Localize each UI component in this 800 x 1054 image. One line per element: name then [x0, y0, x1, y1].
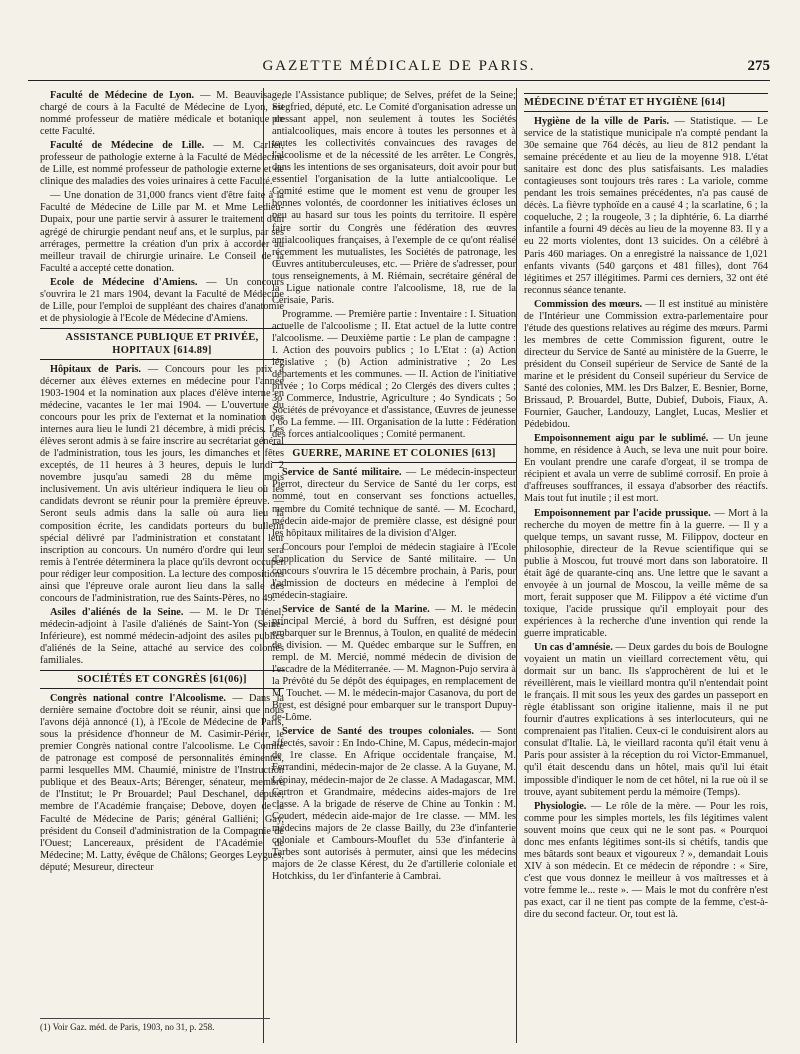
- column-right: [524, 90, 768, 1045]
- footnote: (1) Voir Gaz. méd. de Paris, 1903, no 31, p. 258.: [40, 1018, 270, 1032]
- article-text: Programme. — Première partie : Inventaire : I. Situation actuelle de l'alcoolisme ; II. Etat actuel de la lutte contre l'alcoolisme. — Deuxième partie : Le plan de campagne : I. Action des pouvoirs publics ; 1o L'Etat : (a) Action législative ; (b) Action administrative ; 2o Les départements et les communes. — II. Action de l'initiative privée ; 1o Corps médical ; 2o Clergés des divers cultes ; 3o Commerce, Industrie, Agriculture ; 4o Syndicats ; 5o Sociétés de prévoyance et d'assistance, Œuvres de jeunesse ; 6o La femme. — III. Organisation de la lutte : Fédération des forces antialcooliques ; Comité permanent.: [272, 308, 516, 441]
- article-lead: Empoisonnement par l'acide prussique.: [534, 507, 711, 519]
- article-paragraph: [524, 299, 768, 432]
- article-lead: Service de Santé militaire.: [282, 467, 402, 479]
- article-text: — Un jeune homme, en résidence à Auch, se leva une nuit pour boire. En voulant prendre une carafe d'orgeat, il se trompa de récipient et avala un verre de sublimé corrosif. En proie à d'affreuses souffrances, il essaya d'absorber des réactifs. Mais tout fut inutile ; il est mort.: [524, 433, 768, 505]
- article-lead: Hygiène de la ville de Paris.: [534, 116, 670, 127]
- article-text: — Statistique. — Le service de la statistique municipale n'a compté pendant la 30e semaine que 764 décès, au lieu de 812 pendant la semaine précédente et au lieu de la moyenne 918. L'état sanitaire est donc des plus satisfaisants. Les maladies contagieuses sont toujours très rares : La variole, comme pendant les trois semaines précédentes, n'a pas causé de décès. La fièvre typhoïde en a causé 4 ; la scarlatine, 6 ; la coqueluche, 2 ; la rougeole, 3 ; la diphtérie, 6. La diarrhé infantile a fourni 49 décès au lieu de la moyenne 83. Il y a eu 22 morts violentes, dont 13 suicides. On a célébré à Paris 460 mariages. On a enregistré la naissance de 1,021 enfants vivants (540 garçons et 481 filles), dont 764 légitimes et 257 illégitimes. Parmi ces derniers, 32 ont été reconnus séance tenante.: [524, 116, 768, 296]
- article-paragraph: [40, 140, 284, 188]
- column-middle: [272, 90, 516, 1045]
- article-text: — Il est institué au ministère de l'Intérieur une Commission extra-parlementaire pour l'étude des questions relatives au régime des mœurs. Parmi les membres de cette Commission figurent, outre le directeur du Service de Santé au ministère de la Guerre, le président du Conseil supérieur de Service de Santé de la marine et le président du Conseil supérieur du Service de Santé des colonies, MM. les Drs Balzer, E. Besnier, Borne, Brissaud, P. Brouardel, Butte, Dubief, Dubois, Fiaux, A. Fournier, Gaucher, Landouzy, Langlet, Lucas, Meslier et Pédebidou.: [524, 298, 768, 431]
- article-lead: Service de Santé des troupes coloniales.: [282, 726, 474, 738]
- article-paragraph: [272, 604, 516, 724]
- article-paragraph: [524, 433, 768, 505]
- article-paragraph: [524, 116, 768, 297]
- article-text: — Concours pour les prix à décerner aux élèves externes en médecine pour l'année 1903-1904 et la nomination aux places d'élève interne en médecine, vacantes le 1er mai 1904. — L'ouverture du concours pour les prix de l'externat et la nomination des internes aura lieu le lundi 21 décembre, à midi précis. Les élèves seront admis à se faire inscrire au secrétariat général de l'administration, tous les jours, les dimanches et fêtes exceptés, de 11 heures à 3 heures, depuis le lundi 2 novembre jusqu'au samedi 28 du même mois inclusivement. Un avis ultérieur indiquera le lieu où les candidats devront se réunir pour la première épreuve. — Seront seuls admis dans la salle où aura lieu la composition écrite, les candidats porteurs du bulletin spécial délivré par l'administration et constatant leur inscription au concours. Un numéro d'ordre qui leur sera remis à l'entrée déterminera la place qu'ils devront occuper pour rédiger leur composition. La lecture des compositions ainsi que l'épreuve orale auront lieu dans la salle des concours de l'administration, rue des Saints-Pères, no 49.: [40, 363, 284, 604]
- article-paragraph: [40, 190, 284, 274]
- article-lead: Asiles d'aliénés de la Seine.: [50, 606, 184, 618]
- section-heading: MÉDECINE D'ÉTAT ET HYGIÈNE [614]: [524, 93, 768, 112]
- article-lead: Congrès national contre l'Alcoolisme.: [50, 693, 226, 705]
- article-lead: Faculté de Médecine de Lyon.: [50, 90, 195, 101]
- article-text: — Une donation de 31,000 francs vient d'être faite à la Faculté de Médecine de Lille par M. et Mme Ledieu-Dupaix, pour une partie servir à assurer le traitement d'un agrégé de chirurgie pendant neuf ans, et le surplus, par ses arrérages, permettre la création d'un prix à accorder au meilleur travail de chirurgie urinaire. Le Conseil de la Faculté a accepté cette donation.: [40, 190, 284, 274]
- article-paragraph: [272, 90, 516, 307]
- article-text: — Le médecin-inspecteur Pierrot, directeur du Service de Santé du 1er corps, est nommé, tout en conservant ses fonctions actuelles, membre du Comité technique de santé. — M. Ecochard, médecin aide-major de première classe, est désigné pour les hôpitaux militaires de la division d'Alger.: [272, 467, 516, 539]
- section-heading: ASSISTANCE PUBLIQUE ET PRIVÉE, HOPITAUX [614.89]: [40, 328, 284, 360]
- article-paragraph: [272, 726, 516, 883]
- article-paragraph: [40, 693, 284, 874]
- article-lead: Empoisonnement aigu par le sublimé.: [534, 433, 709, 445]
- article-lead: Service de Santé de la Marine.: [282, 603, 430, 615]
- article-text: Concours pour l'emploi de médecin stagiaire à l'Ecole d'application du Service de Santé militaire. — Un concours s'ouvrira le 15 décembre prochain, à Paris, pour l'admission de docteurs en médecine à l'emploi de médecin-stagiaire.: [272, 541, 516, 601]
- column-rule: [516, 88, 517, 1043]
- article-lead: Un cas d'amnésie.: [534, 642, 613, 654]
- article-text: — Un concours s'ouvrira le 21 mars 1904, devant la Faculté de Médecine de Lille, pour l'emploi de suppléant des chaires d'anatomie et de physiologie à l'Ecole de Médecine d'Amiens.: [40, 276, 284, 324]
- article-paragraph: [40, 607, 284, 667]
- section-heading: SOCIÉTÉS ET CONGRÈS [61(06)]: [40, 670, 284, 689]
- article-paragraph: [524, 642, 768, 799]
- article-lead: Commission des mœurs.: [534, 298, 643, 310]
- section-heading: GUERRE, MARINE ET COLONIES [613]: [272, 444, 516, 463]
- article-text: — Le rôle de la mère. — Pour les rois, comme pour les simples mortels, les fils légitimes valent souvent moins que ceux qui ne le sont pas. « Pourquoi donc mes enfants légitimes sont-ils si chétifs, tandis que mes bâtards sont beaux et vigoureux ? », demandait Louis XIV à son médecin. Et ce médecin de répondre : « Sire, c'est que vous donnez le meilleur à vos maîtresses et à votre femme le... reste ». — Mais le mot du confrère n'est pas exact, car il ne tient pas compte de la femme, c'est-à-dire du second facteur. Or, tout est là.: [524, 800, 768, 921]
- article-text: — Mort à la recherche du moyen de mettre fin à la guerre. — Il y a quelque temps, un savant russe, M. Filippov, docteur en philosophie, directeur de la Revue scientifique qui se publie à Moscou, fut trouvé mort dans son laboratoire. Il était âgé de quarante-cinq ans. Une lettre que le savant a envoyée à un journal de Moscou, la veille même de sa mort, ferait supposer que M. Filippov a été victime d'un toxique, l'acide prussique qu'il employait pour des expériences à la recherche d'une invention qui rende la guerre impraticable.: [524, 507, 768, 639]
- article-text: — Deux gardes du bois de Boulogne voyaient un matin un vieillard correctement vêtu, qui dormait sur un banc. Ils s'approchèrent de lui et le réveillèrent, mais le vieillard montra qu'il n'entendait point le français. Il mit sous les yeux des gardes un passeport en règle établissant son origine italienne, mais il ne put fournir d'autres explications à ses interlocuteurs, qui ne comprenaient pas l'italien. Ceux-ci le conduisirent alors au consulat d'Italie. Là, le vieillard raconta qu'il était venu à Paris pour assister à la réception du roi Victor-Emmanuel, qu'il était descendu dans un hôtel, mais qu'il lui était impossible d'indiquer le nom de cet hôtel, ni la rue où il se trouve, ayant subitement perdu la mémoire (Temps).: [524, 642, 768, 798]
- article-text: — Sont affectés, savoir : En Indo-Chine, M. Capus, médecin-major de 1re classe. En Afrique occidentale française, M. Ferrandini, médecin-major de 2e classe. A la Guyane, M. Lépinay, médecin-major de 2e classe. A Madagascar, MM. Cartron et Grandmaire, médecins aides-majors de 1re classe. A la brigade de réserve de Chine au Tonkin : M. Coudert, médecin aide-major de 1re classe. — MM. les médecins majors de 2e classe Bailly, du 23e d'infanterie coloniale et Cambours-Mouflet du 53e d'infanterie à Tarbes sont autorisés à permuter, ainsi que les médecins majors de 2e classe Kérest, du 2e d'artillerie coloniale et Hotchkiss, du 1er d'infanterie à Cambrai.: [272, 726, 516, 882]
- article-lead: Physiologie.: [534, 800, 587, 812]
- article-paragraph: [272, 542, 516, 602]
- article-lead: Faculté de Médecine de Lille.: [50, 140, 205, 152]
- article-paragraph: [272, 309, 516, 442]
- article-paragraph: [40, 364, 284, 605]
- article-text: — M. le Dr Trénel, médecin-adjoint à l'asile d'aliénés de Saint-Yon (Seine-Inférieure), est nommé médecin-adjoint des asiles publics d'aliénés de la Seine, attaché au service des colonies familiales.: [40, 606, 284, 667]
- article-paragraph: [524, 801, 768, 921]
- article-paragraph: [272, 467, 516, 539]
- article-text: — Dans la dernière semaine d'octobre doit se réunir, ainsi que nous l'avons déjà annoncé (1), à l'Ecole de Médecine de Paris, sous la présidence d'honneur de M. Casimir-Périer, le premier Congrès national contre l'alcoolisme. Le Comité de patronage est composé de personnalités éminentes, parmi lesquelles MM. Chaumié, ministre de l'Instruction publique et des Beaux-Arts; Bérenger, sénateur, membre de l'Institut; le Pr Brouardel; Paul Deschanel, député, membre de l'Académie française; Debove, doyen de la Faculté de Médecine de Paris; général Galliéni; Gay, président du Conseil d'administration de la Compagnie de l'Ouest; Lancereaux, président de l'Académie de Médecine; M. Latty, évêque de Châlons; Georges Leygues, député; Mesureur, directeur: [40, 693, 284, 873]
- article-text: — M. Beauvisage, chargé de cours à la Faculté de Médecine de Lyon, est nommé professeur de matière médicale et botanique de cette Faculté.: [40, 90, 284, 138]
- column-left: [40, 90, 284, 1045]
- journal-title: GAZETTE MÉDICALE DE PARIS.: [262, 58, 536, 74]
- article-paragraph: [40, 277, 284, 325]
- article-lead: Ecole de Médecine d'Amiens.: [50, 276, 198, 288]
- running-header: [28, 58, 770, 81]
- article-paragraph: [524, 508, 768, 641]
- article-text: — M. le médecin principal Mercié, à bord du Suffren, est désigné pour embarquer sur le Brennus, à Toulon, en qualité de médecin de division. — M. Quédec embarque sur le Suffren, en rempl. de M. Mercié, nommé médecin de division de l'escadre de la Méditerranée. — M. Magnon-Pujo servira à la Prévôté du 5e dépôt des équipages, en remplacement de M. Touchet. — M. le médecin-major Casanova, du port de Brest, est désigné pour embarquer sur le transport Dupuy-de-Lôme.: [272, 603, 516, 724]
- article-paragraph: [40, 90, 284, 138]
- page-number: 275: [747, 58, 770, 74]
- article-text: de l'Assistance publique; de Selves, préfet de la Seine; Siegfried, député, etc. Le Comité d'organisation adresse un pressant appel, non seulement à toutes les Sociétés antialcooliques, mais encore à toutes les personnes et à toutes les collectivités convaincues des ravages de l'alcoolisme et de la nécessité de les arrêter. Le Congrès, dans les intentions de ses organisateurs, doit avoir pour but essentiel l'organisation de la lutte antialcoolique. Le Comité estime que le moment est venu de grouper les bonnes volontés, de coordonner les initiatives écloses un peu au hasard sur tous les points du territoire. Il espère faire sortir du Congrès une fédération des œuvres antialcooliques françaises, à l'exemple de ce qu'ont réalisé récemment les mutualistes, les Sociétés de patronage, les Œuvres antituberculeuses, etc. — Prière de s'adresser, pour tous renseignements, à M. Riémain, secrétaire général de la Ligue nationale contre l'alcoolisme, 18, rue de la Cerisaie, Paris.: [272, 90, 516, 306]
- article-text: — M. Carlier, professeur de pathologie externe à la Faculté de Médecine de Lille, est nommé professeur de pathologie externe et de clinique des maladies des voies urinaires à cette Faculté.: [40, 140, 284, 188]
- article-lead: Hôpitaux de Paris.: [50, 363, 141, 375]
